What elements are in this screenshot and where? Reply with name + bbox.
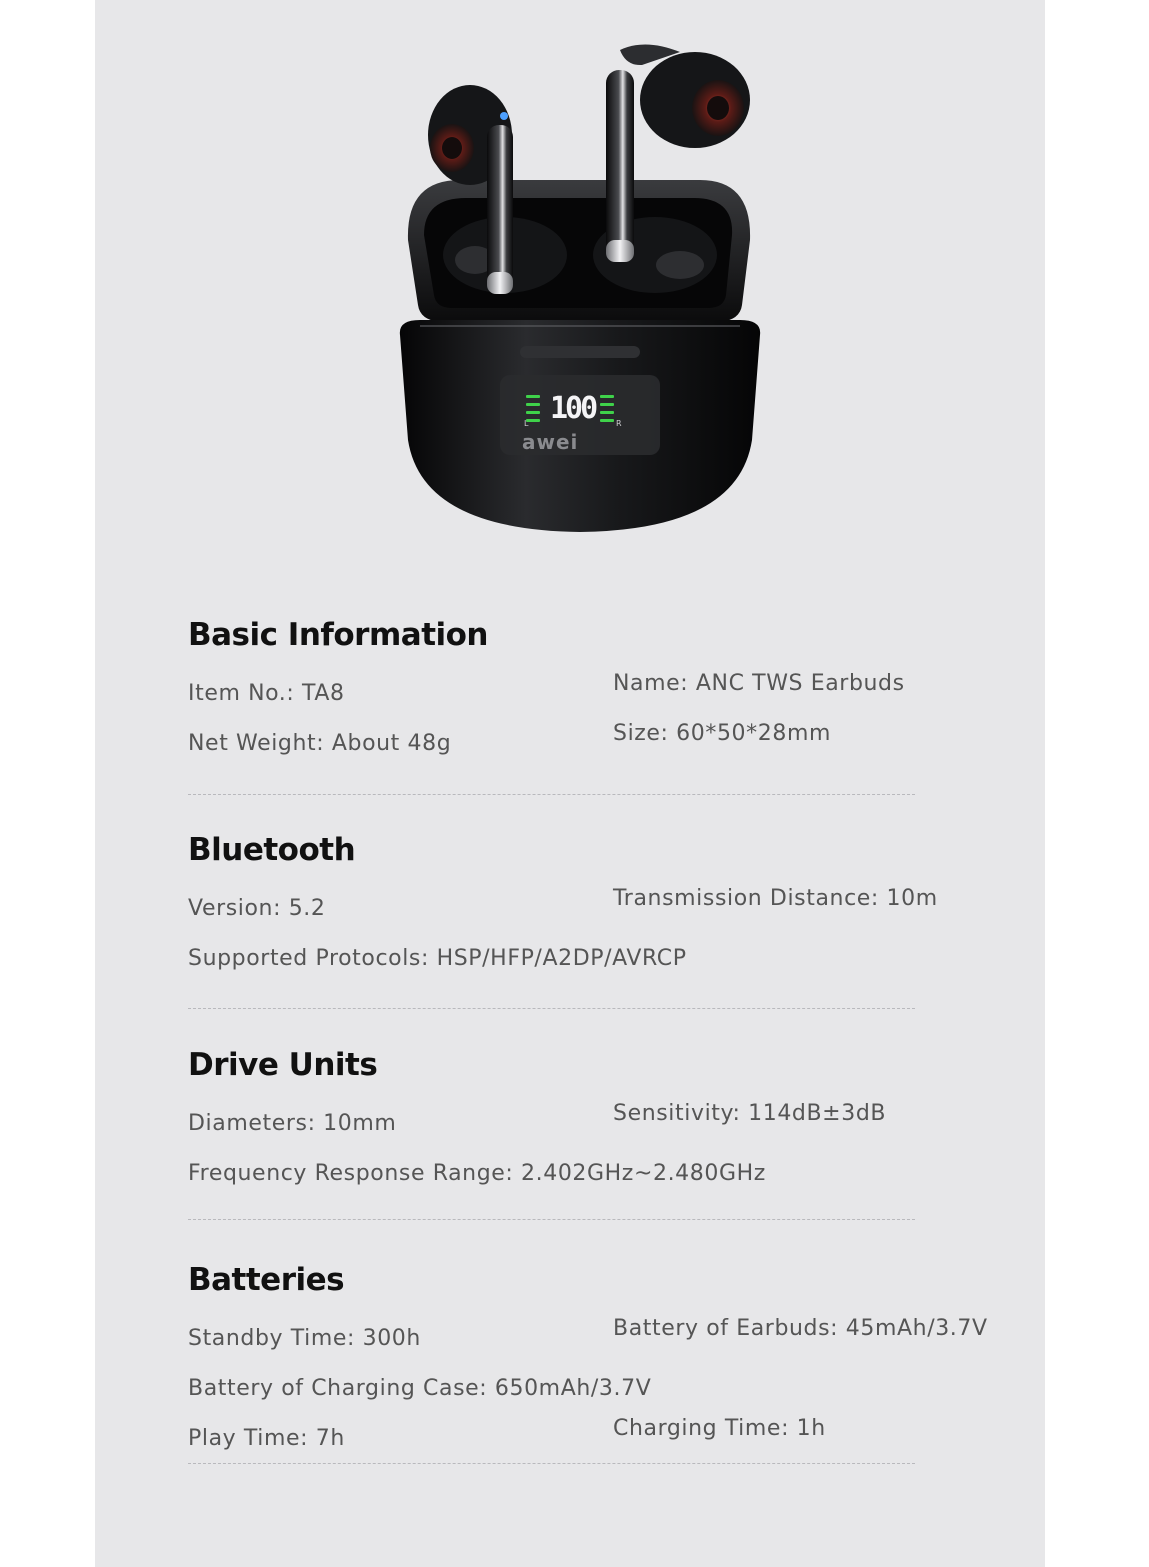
spec-supported-protocols: Supported Protocols: HSP/HFP/A2DP/AVRCP [188, 946, 687, 971]
display-right-marker: R [616, 419, 622, 428]
spec-item-no: Item No.: TA8 [188, 681, 345, 706]
spec-sensitivity: Sensitivity: 114dB±3dB [613, 1101, 887, 1126]
section-divider [188, 1463, 915, 1464]
brand-logo: awei [522, 430, 579, 454]
section-divider [188, 1008, 915, 1009]
right-battery-bars [600, 395, 614, 422]
spec-battery-of-earbuds: Battery of Earbuds: 45mAh/3.7V [613, 1316, 988, 1341]
section-divider [188, 794, 915, 795]
spec-standby-time: Standby Time: 300h [188, 1326, 421, 1351]
section-title-bluetooth: Bluetooth [188, 832, 356, 868]
spec-charging-time: Charging Time: 1h [613, 1416, 826, 1441]
spec-battery-of-charging-case: Battery of Charging Case: 650mAh/3.7V [188, 1376, 652, 1401]
spec-play-time: Play Time: 7h [188, 1426, 345, 1451]
display-level: 100 [550, 391, 596, 426]
earbuds-product-image [380, 30, 780, 550]
spec-diameters: Diameters: 10mm [188, 1111, 397, 1136]
section-title-basic-information: Basic Information [188, 617, 489, 653]
spec-frequency-response: Frequency Response Range: 2.402GHz~2.480GHz [188, 1161, 766, 1186]
spec-name: Name: ANC TWS Earbuds [613, 671, 905, 696]
section-title-drive-units: Drive Units [188, 1047, 378, 1083]
spec-size: Size: 60*50*28mm [613, 721, 832, 746]
section-divider [188, 1219, 915, 1220]
display-left-marker: L [524, 419, 529, 428]
spec-net-weight: Net Weight: About 48g [188, 731, 452, 756]
section-title-batteries: Batteries [188, 1262, 345, 1298]
spec-version: Version: 5.2 [188, 896, 326, 921]
spec-transmission-distance: Transmission Distance: 10m [613, 886, 938, 911]
battery-display [520, 393, 630, 433]
left-battery-bars [526, 395, 540, 422]
